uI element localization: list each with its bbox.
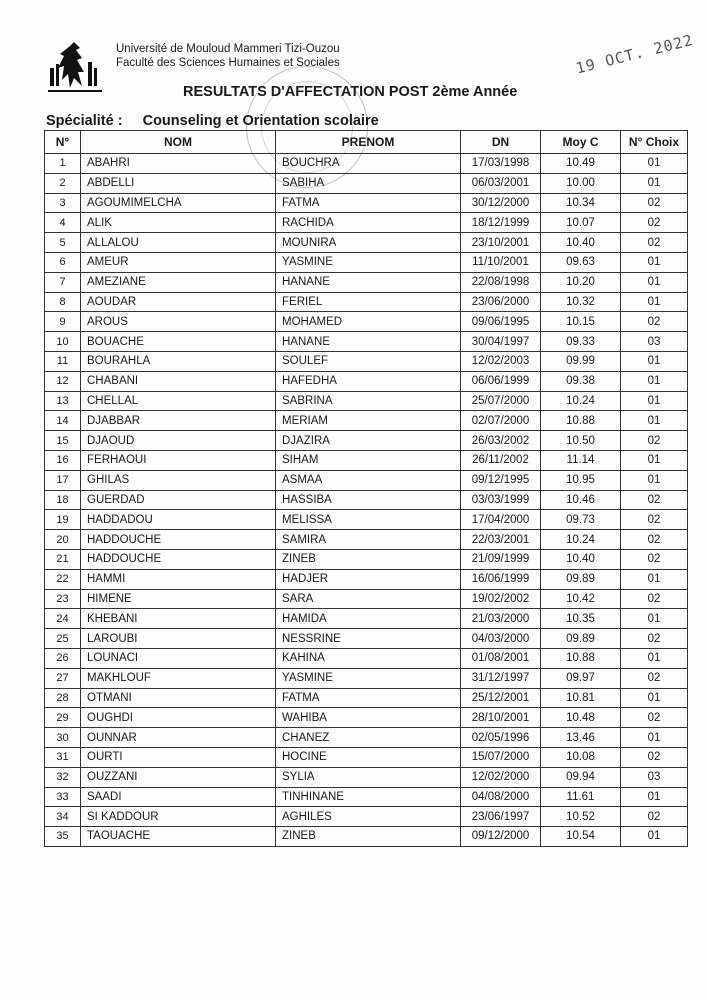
birth-date: 23/06/1997 — [461, 807, 541, 827]
birth-date: 17/04/2000 — [461, 510, 541, 530]
column-header-number: N° — [45, 131, 81, 154]
student-prenom: MOHAMED — [276, 312, 461, 332]
table-row — [45, 351, 688, 371]
student-prenom: HASSIBA — [276, 490, 461, 510]
choice-number: 02 — [621, 807, 688, 827]
student-nom: DJAOUD — [81, 431, 276, 451]
student-prenom: MELISSA — [276, 510, 461, 530]
table-row — [45, 411, 688, 431]
choice-number: 03 — [621, 332, 688, 352]
student-prenom: KAHINA — [276, 648, 461, 668]
student-prenom: CHANEZ — [276, 728, 461, 748]
moyenne: 13.46 — [541, 728, 621, 748]
row-number: 26 — [45, 648, 81, 668]
table-row — [45, 510, 688, 530]
student-nom: GUERDAD — [81, 490, 276, 510]
row-number: 34 — [45, 807, 81, 827]
table-row — [45, 569, 688, 589]
moyenne: 09.38 — [541, 371, 621, 391]
student-nom: ABAHRI — [81, 154, 276, 174]
table-row — [45, 747, 688, 767]
student-nom: HIMENE — [81, 589, 276, 609]
student-prenom: SOULEF — [276, 351, 461, 371]
student-nom: AGOUMIMELCHA — [81, 193, 276, 213]
student-prenom: SAMIRA — [276, 530, 461, 550]
row-number: 14 — [45, 411, 81, 431]
row-number: 1 — [45, 154, 81, 174]
student-prenom: AGHILES — [276, 807, 461, 827]
table-row — [45, 490, 688, 510]
student-prenom: SABRINA — [276, 391, 461, 411]
birth-date: 09/12/2000 — [461, 827, 541, 847]
choice-number: 02 — [621, 530, 688, 550]
row-number: 2 — [45, 173, 81, 193]
choice-number: 02 — [621, 233, 688, 253]
student-nom: ALIK — [81, 213, 276, 233]
row-number: 23 — [45, 589, 81, 609]
choice-number: 01 — [621, 688, 688, 708]
birth-date: 11/10/2001 — [461, 252, 541, 272]
choice-number: 02 — [621, 668, 688, 688]
table-row — [45, 728, 688, 748]
moyenne: 10.49 — [541, 154, 621, 174]
birth-date: 22/08/1998 — [461, 272, 541, 292]
birth-date: 12/02/2000 — [461, 767, 541, 787]
student-prenom: RACHIDA — [276, 213, 461, 233]
birth-date: 18/12/1999 — [461, 213, 541, 233]
row-number: 4 — [45, 213, 81, 233]
table-row — [45, 312, 688, 332]
student-prenom: DJAZIRA — [276, 431, 461, 451]
birth-date: 16/06/1999 — [461, 569, 541, 589]
student-nom: CHELLAL — [81, 391, 276, 411]
student-nom: OTMANI — [81, 688, 276, 708]
student-nom: KHEBANI — [81, 609, 276, 629]
choice-number: 01 — [621, 648, 688, 668]
specialite-label: Spécialité : — [46, 113, 123, 129]
birth-date: 25/07/2000 — [461, 391, 541, 411]
moyenne: 09.99 — [541, 351, 621, 371]
moyenne: 10.20 — [541, 272, 621, 292]
birth-date: 06/03/2001 — [461, 173, 541, 193]
table-row — [45, 252, 688, 272]
row-number: 17 — [45, 470, 81, 490]
choice-number: 01 — [621, 391, 688, 411]
row-number: 7 — [45, 272, 81, 292]
birth-date: 26/11/2002 — [461, 450, 541, 470]
student-prenom: ASMAA — [276, 470, 461, 490]
table-row — [45, 708, 688, 728]
row-number: 16 — [45, 450, 81, 470]
choice-number: 02 — [621, 213, 688, 233]
student-prenom: ZINEB — [276, 549, 461, 569]
table-row — [45, 154, 688, 174]
row-number: 30 — [45, 728, 81, 748]
table-row — [45, 391, 688, 411]
specialite-line — [46, 113, 379, 129]
choice-number: 01 — [621, 827, 688, 847]
moyenne: 10.40 — [541, 233, 621, 253]
table-row — [45, 173, 688, 193]
student-nom: OURTI — [81, 747, 276, 767]
student-nom: OUGHDI — [81, 708, 276, 728]
table-row — [45, 272, 688, 292]
row-number: 9 — [45, 312, 81, 332]
moyenne: 10.35 — [541, 609, 621, 629]
student-nom: BOURAHLA — [81, 351, 276, 371]
student-prenom: SYLIA — [276, 767, 461, 787]
choice-number: 02 — [621, 490, 688, 510]
moyenne: 09.63 — [541, 252, 621, 272]
table-row — [45, 609, 688, 629]
birth-date: 19/02/2002 — [461, 589, 541, 609]
row-number: 6 — [45, 252, 81, 272]
moyenne: 11.14 — [541, 450, 621, 470]
table-row — [45, 431, 688, 451]
student-prenom: MOUNIRA — [276, 233, 461, 253]
student-prenom: HAMIDA — [276, 609, 461, 629]
row-number: 8 — [45, 292, 81, 312]
student-nom: HADDADOU — [81, 510, 276, 530]
moyenne: 10.40 — [541, 549, 621, 569]
student-nom: HAMMI — [81, 569, 276, 589]
birth-date: 23/06/2000 — [461, 292, 541, 312]
student-prenom: HADJER — [276, 569, 461, 589]
choice-number: 01 — [621, 569, 688, 589]
row-number: 25 — [45, 629, 81, 649]
moyenne: 10.00 — [541, 173, 621, 193]
row-number: 24 — [45, 609, 81, 629]
row-number: 28 — [45, 688, 81, 708]
choice-number: 02 — [621, 431, 688, 451]
moyenne: 10.24 — [541, 530, 621, 550]
row-number: 35 — [45, 827, 81, 847]
student-nom: AOUDAR — [81, 292, 276, 312]
column-header-choix: N° Choix — [621, 131, 688, 154]
choice-number: 01 — [621, 787, 688, 807]
birth-date: 12/02/2003 — [461, 351, 541, 371]
row-number: 19 — [45, 510, 81, 530]
row-number: 29 — [45, 708, 81, 728]
row-number: 33 — [45, 787, 81, 807]
birth-date: 30/04/1997 — [461, 332, 541, 352]
student-nom: MAKHLOUF — [81, 668, 276, 688]
moyenne: 10.48 — [541, 708, 621, 728]
table-row — [45, 530, 688, 550]
table-row — [45, 648, 688, 668]
birth-date: 23/10/2001 — [461, 233, 541, 253]
student-nom: GHILAS — [81, 470, 276, 490]
moyenne: 11.61 — [541, 787, 621, 807]
student-prenom: ZINEB — [276, 827, 461, 847]
row-number: 31 — [45, 747, 81, 767]
choice-number: 02 — [621, 510, 688, 530]
birth-date: 15/07/2000 — [461, 747, 541, 767]
column-header-moy: Moy C — [541, 131, 621, 154]
choice-number: 01 — [621, 609, 688, 629]
student-nom: LOUNACI — [81, 648, 276, 668]
choice-number: 01 — [621, 351, 688, 371]
column-header-nom: NOM — [81, 131, 276, 154]
moyenne: 10.52 — [541, 807, 621, 827]
student-nom: LAROUBI — [81, 629, 276, 649]
row-number: 3 — [45, 193, 81, 213]
student-prenom: WAHIBA — [276, 708, 461, 728]
table-row — [45, 292, 688, 312]
table-row — [45, 450, 688, 470]
birth-date: 04/08/2000 — [461, 787, 541, 807]
student-nom: SAADI — [81, 787, 276, 807]
results-table-body — [45, 154, 688, 847]
birth-date: 17/03/1998 — [461, 154, 541, 174]
table-row — [45, 549, 688, 569]
student-nom: OUNNAR — [81, 728, 276, 748]
student-prenom: SARA — [276, 589, 461, 609]
moyenne: 10.54 — [541, 827, 621, 847]
student-nom: BOUACHE — [81, 332, 276, 352]
moyenne: 09.94 — [541, 767, 621, 787]
student-nom: OUZZANI — [81, 767, 276, 787]
birth-date: 04/03/2000 — [461, 629, 541, 649]
row-number: 32 — [45, 767, 81, 787]
row-number: 21 — [45, 549, 81, 569]
student-prenom: YASMINE — [276, 668, 461, 688]
moyenne: 10.46 — [541, 490, 621, 510]
date-stamp: 19 OCT. 2022 — [574, 30, 696, 78]
table-row — [45, 332, 688, 352]
student-nom: FERHAOUI — [81, 450, 276, 470]
table-row — [45, 193, 688, 213]
student-nom: DJABBAR — [81, 411, 276, 431]
student-prenom: YASMINE — [276, 252, 461, 272]
choice-number: 01 — [621, 154, 688, 174]
student-prenom: HANANE — [276, 272, 461, 292]
birth-date: 31/12/1997 — [461, 668, 541, 688]
choice-number: 01 — [621, 252, 688, 272]
row-number: 20 — [45, 530, 81, 550]
student-nom: AMEZIANE — [81, 272, 276, 292]
student-prenom: HAFEDHA — [276, 371, 461, 391]
choice-number: 02 — [621, 312, 688, 332]
table-row — [45, 371, 688, 391]
results-table — [44, 130, 688, 847]
moyenne: 10.07 — [541, 213, 621, 233]
student-prenom: FATMA — [276, 688, 461, 708]
row-number: 13 — [45, 391, 81, 411]
row-number: 22 — [45, 569, 81, 589]
moyenne: 09.89 — [541, 569, 621, 589]
student-nom: ABDELLI — [81, 173, 276, 193]
moyenne: 10.88 — [541, 648, 621, 668]
table-row — [45, 233, 688, 253]
moyenne: 10.81 — [541, 688, 621, 708]
choice-number: 02 — [621, 193, 688, 213]
table-row — [45, 688, 688, 708]
birth-date: 22/03/2001 — [461, 530, 541, 550]
moyenne: 10.95 — [541, 470, 621, 490]
student-prenom: SABIHA — [276, 173, 461, 193]
student-nom: ALLALOU — [81, 233, 276, 253]
column-header-prenom: PRENOM — [276, 131, 461, 154]
moyenne: 09.73 — [541, 510, 621, 530]
birth-date: 02/05/1996 — [461, 728, 541, 748]
birth-date: 03/03/1999 — [461, 490, 541, 510]
table-row — [45, 767, 688, 787]
student-nom: HADDOUCHE — [81, 530, 276, 550]
choice-number: 01 — [621, 411, 688, 431]
document-title: RESULTATS D'AFFECTATION POST 2ème Année — [183, 84, 518, 100]
birth-date: 26/03/2002 — [461, 431, 541, 451]
choice-number: 01 — [621, 292, 688, 312]
student-nom: HADDOUCHE — [81, 549, 276, 569]
moyenne: 10.15 — [541, 312, 621, 332]
birth-date: 21/03/2000 — [461, 609, 541, 629]
choice-number: 01 — [621, 450, 688, 470]
student-prenom: MERIAM — [276, 411, 461, 431]
choice-number: 01 — [621, 272, 688, 292]
moyenne: 10.34 — [541, 193, 621, 213]
choice-number: 02 — [621, 549, 688, 569]
column-header-dn: DN — [461, 131, 541, 154]
choice-number: 02 — [621, 747, 688, 767]
student-prenom: HOCINE — [276, 747, 461, 767]
birth-date: 30/12/2000 — [461, 193, 541, 213]
moyenne: 09.97 — [541, 668, 621, 688]
birth-date: 02/07/2000 — [461, 411, 541, 431]
table-row — [45, 668, 688, 688]
choice-number: 03 — [621, 767, 688, 787]
moyenne: 10.88 — [541, 411, 621, 431]
choice-number: 02 — [621, 708, 688, 728]
student-nom: CHABANI — [81, 371, 276, 391]
student-nom: AROUS — [81, 312, 276, 332]
student-nom: TAOUACHE — [81, 827, 276, 847]
university-name: Université de Mouloud Mammeri Tizi-Ouzou — [116, 43, 340, 55]
choice-number: 01 — [621, 470, 688, 490]
table-row — [45, 787, 688, 807]
table-row — [45, 827, 688, 847]
birth-date: 28/10/2001 — [461, 708, 541, 728]
moyenne: 10.24 — [541, 391, 621, 411]
choice-number: 01 — [621, 173, 688, 193]
choice-number: 02 — [621, 589, 688, 609]
birth-date: 21/09/1999 — [461, 549, 541, 569]
moyenne: 10.50 — [541, 431, 621, 451]
birth-date: 06/06/1999 — [461, 371, 541, 391]
student-nom: SI KADDOUR — [81, 807, 276, 827]
row-number: 5 — [45, 233, 81, 253]
row-number: 18 — [45, 490, 81, 510]
row-number: 10 — [45, 332, 81, 352]
birth-date: 25/12/2001 — [461, 688, 541, 708]
birth-date: 01/08/2001 — [461, 648, 541, 668]
table-header-row — [45, 131, 688, 154]
row-number: 11 — [45, 351, 81, 371]
university-logo — [44, 38, 106, 100]
faculty-name: Faculté des Sciences Humaines et Sociales — [116, 57, 340, 69]
moyenne: 09.33 — [541, 332, 621, 352]
moyenne: 10.42 — [541, 589, 621, 609]
student-nom: AMEUR — [81, 252, 276, 272]
table-row — [45, 589, 688, 609]
row-number: 27 — [45, 668, 81, 688]
moyenne: 09.89 — [541, 629, 621, 649]
choice-number: 01 — [621, 371, 688, 391]
birth-date: 09/12/1995 — [461, 470, 541, 490]
student-prenom: FATMA — [276, 193, 461, 213]
row-number: 15 — [45, 431, 81, 451]
moyenne: 10.08 — [541, 747, 621, 767]
student-prenom: TINHINANE — [276, 787, 461, 807]
table-row — [45, 213, 688, 233]
row-number: 12 — [45, 371, 81, 391]
table-row — [45, 807, 688, 827]
birth-date: 09/06/1995 — [461, 312, 541, 332]
student-prenom: SIHAM — [276, 450, 461, 470]
choice-number: 01 — [621, 728, 688, 748]
table-row — [45, 629, 688, 649]
student-prenom: BOUCHRA — [276, 154, 461, 174]
student-prenom: NESSRINE — [276, 629, 461, 649]
student-prenom: FERIEL — [276, 292, 461, 312]
table-row — [45, 470, 688, 490]
choice-number: 02 — [621, 629, 688, 649]
student-prenom: HANANE — [276, 332, 461, 352]
specialite-value: Counseling et Orientation scolaire — [142, 113, 379, 129]
moyenne: 10.32 — [541, 292, 621, 312]
